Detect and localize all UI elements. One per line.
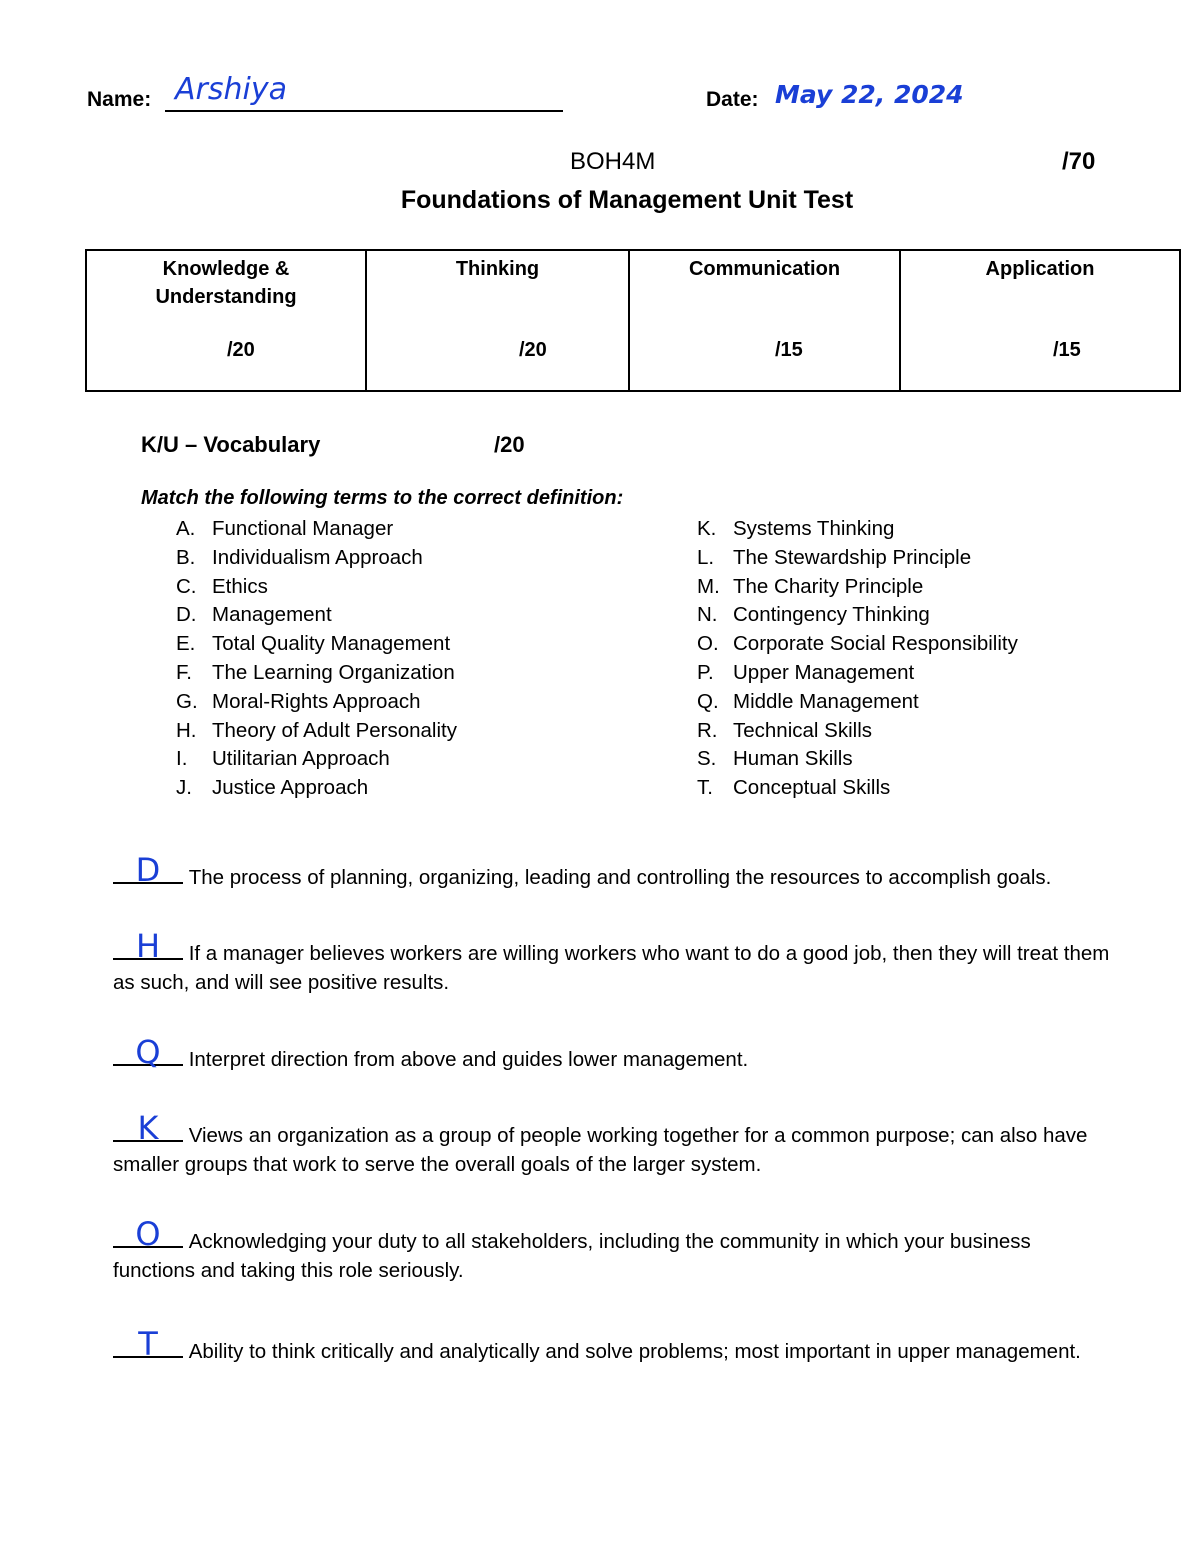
term-item: H. Theory of Adult Personality [176, 718, 457, 742]
name-value: Arshiya [175, 72, 287, 107]
term-item: L. The Stewardship Principle [697, 545, 972, 569]
category-cell [86, 250, 366, 391]
question [113, 1033, 1113, 1074]
answer-blank[interactable] [113, 1109, 183, 1147]
answer-value: Q [135, 1033, 161, 1071]
term-item: Q. Middle Management [697, 689, 919, 713]
category-cell [900, 250, 1180, 391]
answer-value: D [135, 851, 161, 889]
answer-blank[interactable] [113, 1325, 183, 1363]
instructions: Match the following terms to the correct definition: [141, 487, 624, 509]
term-item: C. Ethics [176, 574, 268, 598]
name-label: Name: [87, 88, 152, 111]
answer-value: O [135, 1215, 161, 1253]
name-field[interactable] [165, 72, 563, 112]
question [113, 927, 1113, 997]
category-label: Knowledge & Understanding [155, 258, 297, 308]
term-item: N. Contingency Thinking [697, 603, 930, 627]
question-text: Acknowledging your duty to all stakeholders, including the community in which your business functions and taking this role seriously. [113, 1230, 1031, 1282]
category-max: /20 [519, 339, 547, 361]
category-max: /15 [1053, 339, 1081, 361]
term-item: J. Justice Approach [176, 776, 369, 800]
term-item: R. Technical Skills [697, 718, 872, 742]
term-item: K. Systems Thinking [697, 517, 895, 540]
term-list-left [176, 515, 457, 803]
date-label: Date: [706, 88, 759, 111]
category-cell [629, 250, 900, 391]
question [113, 851, 1113, 892]
answer-value: H [135, 927, 161, 965]
term-item: M. The Charity Principle [697, 574, 924, 598]
term-list-right [697, 515, 1018, 803]
answer-value: T [138, 1325, 158, 1363]
term-item: D. Management [176, 603, 332, 627]
answer-blank[interactable] [113, 927, 183, 965]
question [113, 1109, 1113, 1179]
term-item: F. The Learning Organization [176, 660, 455, 684]
category-label: Thinking [455, 258, 540, 280]
term-item: O. Corporate Social Responsibility [697, 632, 1018, 656]
page-title: Foundations of Management Unit Test [400, 186, 854, 214]
term-item: B. Individualism Approach [176, 545, 423, 569]
term-item: A. Functional Manager [176, 517, 394, 540]
term-item: S. Human Skills [697, 747, 853, 771]
section-title: K/U – Vocabulary [141, 432, 321, 457]
term-item: E. Total Quality Management [176, 632, 451, 656]
category-label: Application [985, 258, 1095, 280]
term-item: T. Conceptual Skills [697, 776, 891, 800]
question-text: Ability to think critically and analytically and solve problems; most important in upper management. [188, 1340, 1081, 1363]
answer-blank[interactable] [113, 851, 183, 889]
question-text: Interpret direction from above and guides lower management. [188, 1048, 749, 1071]
answer-value: K [137, 1109, 159, 1147]
course-code: BOH4M [570, 148, 656, 175]
answer-blank[interactable] [113, 1033, 183, 1071]
term-item: G. Moral-Rights Approach [176, 689, 421, 713]
question-text: The process of planning, organizing, leading and controlling the resources to accomplish goals. [188, 866, 1052, 889]
category-cell [366, 250, 629, 391]
term-item: I. Utilitarian Approach [176, 747, 390, 771]
question-text: Views an organization as a group of people working together for a common purpose; can also have smaller groups that work to serve the overall goals of the larger system. [113, 1124, 1088, 1176]
total-marks: /70 [1062, 148, 1096, 175]
date-value: May 22, 2024 [775, 80, 964, 109]
question [113, 1325, 1113, 1366]
question [113, 1215, 1113, 1285]
section-max: /20 [494, 432, 525, 457]
category-max: /20 [227, 339, 255, 361]
answer-blank[interactable] [113, 1215, 183, 1253]
marks-table [85, 249, 1181, 392]
term-item: P. Upper Management [697, 660, 915, 684]
question-text: If a manager believes workers are willing workers who want to do a good job, then they will treat them as such, and will see positive results. [113, 942, 1110, 994]
category-label: Communication [688, 258, 841, 280]
category-max: /15 [775, 339, 803, 361]
